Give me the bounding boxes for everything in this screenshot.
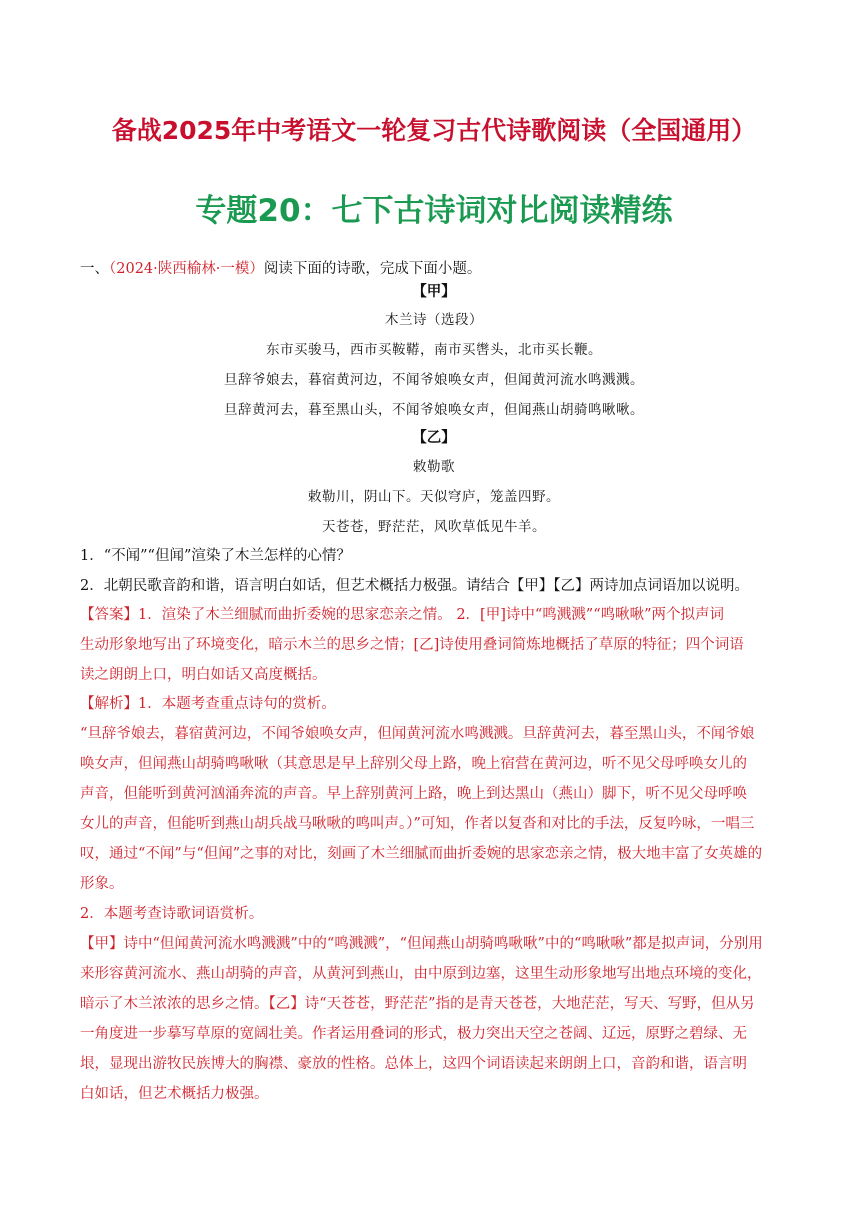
answer-line: 【答案】1．渲染了木兰细腻而曲折委婉的思家恋亲之情。 2．[甲]诗中“鸣溅溅”“鸣啾啾”两个拟声词 — [80, 607, 725, 623]
analysis-line: 女儿的声音，但能听到燕山胡兵战马啾啾的鸣叫声。）”可知，作者以复沓和对比的手法，反复吟咏，一唱三 — [80, 816, 755, 832]
question-source: （2024·陕西榆林·一模） — [109, 261, 264, 277]
analysis-line: 形象。 — [80, 876, 124, 892]
analysis-line: 【甲】诗中“但闻黄河流水鸣溅溅”中的“鸣溅溅”，“但闻燕山胡骑鸣啾啾”中的“鸣啾啾”都是拟声词，分别用 — [80, 936, 763, 952]
analysis-label: 【解析】 — [80, 696, 138, 712]
question-item: 1．“不闻”“但闻”渲染了木兰怎样的心情？ — [80, 548, 351, 564]
answer-line: 读之朗朗上口，明白如话又高度概括。 — [80, 667, 327, 683]
answer-line: 生动形象地写出了环境变化，暗示木兰的思乡之情；[乙]诗使用叠词简炼地概括了草原的特征；四个词语 — [80, 637, 744, 653]
poem-b-line: 敕勒川，阴山下。天似穹庐，笼盖四野。 — [308, 489, 560, 505]
poem-b-label: 【乙】 — [412, 429, 456, 446]
poem-a-line: 旦辞爷娘去，暮宿黄河边，不闻爷娘唤女声，但闻黄河流水鸣溅溅。 — [224, 372, 644, 388]
analysis-line: 声音，但能听到黄河汹涌奔流的声音。早上辞别黄河上路，晚上到达黑山（燕山）脚下，听不见父母呼唤 — [80, 786, 747, 802]
analysis-heading-1 — [80, 694, 336, 714]
analysis-p1-heading: 1．本题考查重点诗句的赏析。 — [138, 696, 336, 712]
poem-a-label: 【甲】 — [412, 283, 456, 300]
poem-b-title: 敕勒歌 — [413, 459, 455, 475]
poem-b-line: 天苍苍，野茫茫，风吹草低见牛羊。 — [322, 519, 546, 535]
analysis-line: 唤女声，但闻燕山胡骑鸣啾啾（其意思是早上辞别父母上路，晚上宿营在黄河边，听不见父母呼唤女儿的 — [80, 756, 747, 772]
question-item: 2．北朝民歌音韵和谐，语言明白如话，但艺术概括力极强。请结合【甲】【乙】两诗加点词语加以说明。 — [80, 578, 749, 594]
question-intro — [80, 259, 481, 279]
question-instruction: 阅读下面的诗歌，完成下面小题。 — [263, 261, 482, 277]
poem-a-title: 木兰诗（选段） — [385, 312, 483, 328]
analysis-line: “旦辞爷娘去，暮宿黄河边，不闻爷娘唤女声，但闻黄河流水鸣溅溅。旦辞黄河去，暮至黑山头，不闻爷娘 — [80, 726, 755, 742]
analysis-p2-heading: 2．本题考查诗歌词语赏析。 — [80, 906, 264, 922]
poem-a-line: 旦辞黄河去，暮至黑山头，不闻爷娘唤女声，但闻燕山胡骑鸣啾啾。 — [224, 402, 644, 418]
poem-a-line: 东市买骏马，西市买鞍鞯，南市买辔头，北市买长鞭。 — [266, 342, 602, 358]
analysis-line: 一角度进一步摹写草原的宽阔壮美。作者运用叠词的形式，极力突出天空之苍阔、辽远，原野之碧绿、无 — [80, 1026, 747, 1042]
analysis-line: 叹，通过“不闻”与“但闻”之事的对比，刻画了木兰细腻而曲折委婉的思家恋亲之情，极大地丰富了女英雄的 — [80, 846, 763, 862]
analysis-line: 白如话，但艺术概括力极强。 — [80, 1086, 269, 1102]
question-number: 一、 — [80, 261, 109, 277]
analysis-line: 来形容黄河流水、燕山胡骑的声音，从黄河到燕山，由中原到边塞，这里生动形象地写出地点环境的变化， — [80, 966, 762, 982]
analysis-line: 暗示了木兰浓浓的思乡之情。【乙】诗“天苍苍，野茫茫”指的是青天苍苍，大地茫茫，写天、写野，但从另 — [80, 996, 755, 1012]
document-subtitle: 专题20：七下古诗词对比阅读精练 — [195, 193, 673, 229]
document-title: 备战2025年中考语文一轮复习古代诗歌阅读（全国通用） — [111, 116, 757, 145]
analysis-line: 垠，显现出游牧民族博大的胸襟、豪放的性格。总体上，这四个词语读起来朗朗上口，音韵和谐，语言明 — [80, 1056, 747, 1072]
